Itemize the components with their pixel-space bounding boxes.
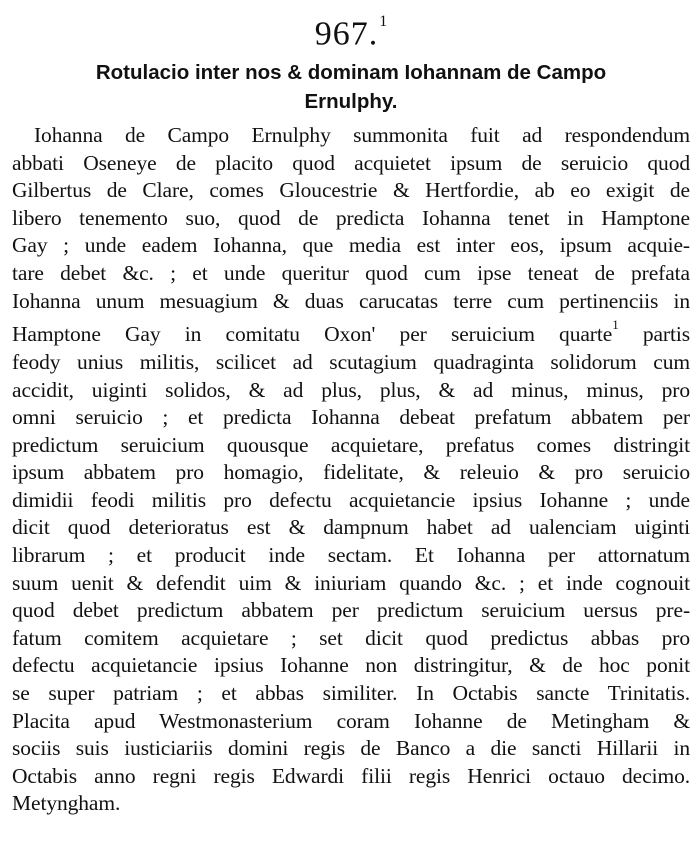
body-line-7: Iohanna unum mesuagium & duas carucatas terre cum pertinenciis in [12, 288, 690, 313]
body-line-19: fatum comitem acquietare ; set dicit quod predictus abbas pro [12, 625, 690, 650]
body-line-21: se super patriam ; et abbas similiter. In Octabis sancte Trinitatis. [12, 681, 690, 706]
body-line-8-tail: partis [642, 322, 691, 347]
document-body [12, 122, 690, 818]
body-line-11: omni seruicio ; et predicta Iohanna debeat prefatum abbatem per [12, 405, 690, 430]
entry-number-text: 967. [314, 15, 379, 53]
body-line-25: Metyngham. [12, 791, 121, 816]
body-line-3: Gilbertus de Clare, comes Gloucestrie & Hertfordie, ab eo exigit de [12, 178, 690, 203]
body-line-8-text: Hamptone Gay in comitatu Oxon' per seruicium quarte [12, 322, 613, 347]
body-line-14: dimidii feodi militis pro defectu acquietancie ipsius Iohanne ; unde [12, 487, 690, 512]
body-line-23: sociis suis iusticiariis domini regis de Banco a die sancti Hillarii in [12, 736, 690, 761]
body-line-6: tare debet &c. ; et unde queritur quod cum ipse teneat de prefata [12, 260, 690, 285]
body-line-18: quod debet predictum abbatem per predictum seruicium uersus pre- [12, 598, 690, 623]
body-line-8 [12, 315, 690, 349]
body-line-5: Gay ; unde eadem Iohanna, que media est inter eos, ipsum acquie- [12, 233, 690, 258]
body-line-22: Placita apud Westmonasterium coram Iohanne de Metingham & [12, 708, 690, 733]
document-title [30, 58, 672, 116]
body-line-9: feody unius militis, scilicet ad scutagium quadraginta solidorum cum [12, 349, 690, 374]
entry-number-footnote-ref: 1 [379, 13, 389, 30]
entry-number [12, 6, 690, 53]
body-line-2: abbati Oseneye de placito quod acquietet ipsum de seruicio quod [12, 150, 690, 175]
body-line-13: ipsum abbatem pro homagio, fidelitate, & releuio & pro seruicio [12, 460, 690, 485]
body-line-20: defectu acquietancie ipsius Iohanne non distringitur, & de hoc ponit [12, 653, 690, 678]
body-line-4: libero tenemento suo, quod de predicta Iohanna tenet in Hamptone [12, 205, 690, 230]
title-line-1: Rotulacio inter nos & dominam Iohannam de Campo [95, 61, 607, 84]
body-line-1: Iohanna de Campo Ernulphy summonita fuit ad respondendum [34, 123, 690, 147]
footnote-ref: 1 [612, 317, 619, 333]
body-line-15: dicit quod deterioratus est & dampnum habet ad ualenciam uiginti [12, 515, 690, 540]
title-line-2: Ernulphy. [304, 90, 398, 113]
body-line-12: predictum seruicium quousque acquietare, prefatus comes distringit [12, 432, 690, 457]
body-line-17: suum uenit & defendit uim & iniuriam quando &c. ; et inde cognouit [12, 570, 690, 595]
body-line-10: accidit, uiginti solidos, & ad plus, plus, & ad minus, minus, pro [12, 377, 690, 402]
body-line-16: librarum ; et producit inde sectam. Et Iohanna per attornatum [12, 543, 690, 568]
body-line-24: Octabis anno regni regis Edwardi filii regis Henrici octauo decimo. [12, 763, 690, 788]
